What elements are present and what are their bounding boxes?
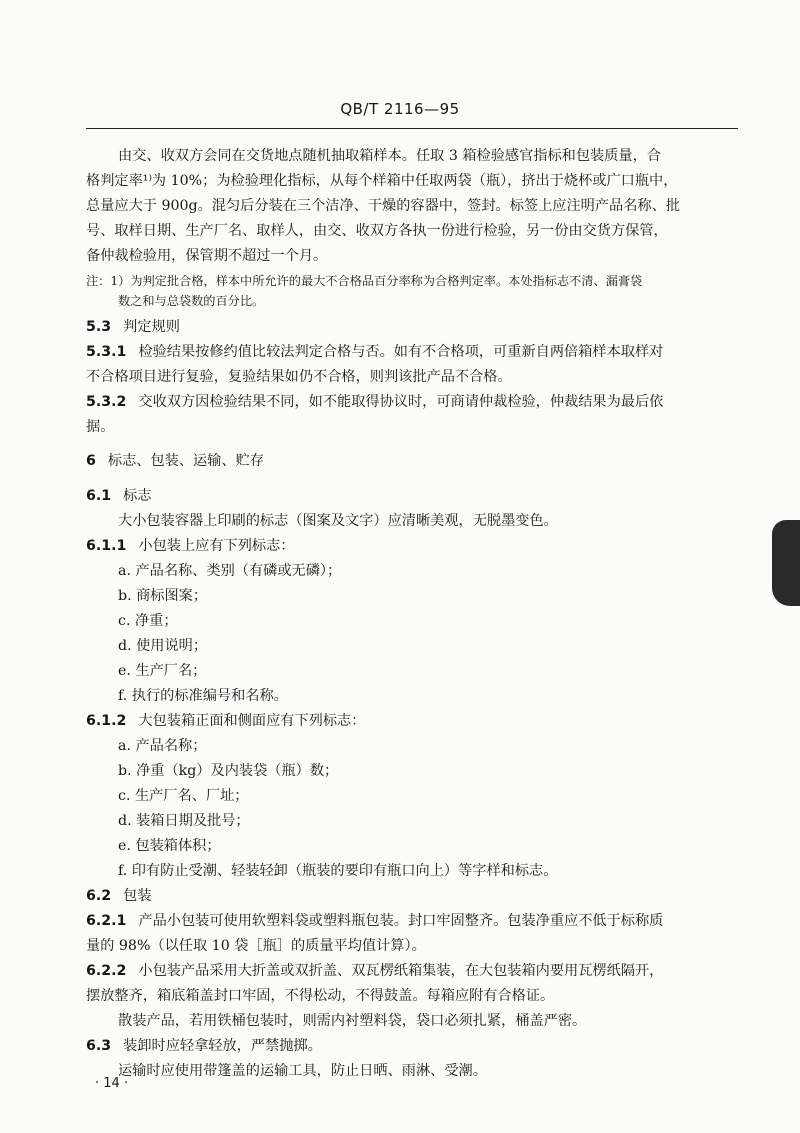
list-item-6-1-1-a: a. 产品名称、类别（有磷或无磷）； xyxy=(118,563,342,579)
clause-6-1-1 xyxy=(86,536,294,556)
page-number: · 14 · xyxy=(95,1076,129,1091)
section-number: 6.2 xyxy=(86,888,112,904)
section-6-1-text: 大小包装容器上印刷的标志（图案及文字）应清晰美观，无脱墨变色。 xyxy=(118,513,558,529)
clause-5-3-1-line-1 xyxy=(86,342,663,362)
clause-6-2-2-line-3: 散装产品，若用铁桶包装时，则需内衬塑料袋，袋口必须扎紧，桶盖严密。 xyxy=(118,1013,587,1029)
clause-5-3-2-line-1 xyxy=(86,392,663,412)
clause-number: 6.3 xyxy=(86,1038,112,1054)
section-title: 标志 xyxy=(123,488,152,504)
list-item-6-1-2-a: a. 产品名称； xyxy=(118,738,207,754)
section-6-2-heading xyxy=(86,886,152,906)
clause-text: 交收双方因检验结果不同，如不能取得协议时，可商请仲裁检验，仲裁结果为最后依 xyxy=(138,394,664,410)
list-item-6-1-1-e: e. 生产厂名； xyxy=(118,663,207,679)
clause-number: 5.3.1 xyxy=(86,344,127,360)
section-number: 6 xyxy=(86,453,96,469)
list-item-6-1-1-c: c. 净重； xyxy=(118,613,178,629)
clause-6-2-2-line-2: 摆放整齐，箱底箱盖封口牢固，不得松动，不得鼓盖。每箱应附有合格证。 xyxy=(86,988,555,1004)
section-6-1-heading xyxy=(86,486,152,506)
footnote-line-2: 数之和与总袋数的百分比。 xyxy=(118,294,265,308)
para-1-line-3: 总量应大于 900g。混匀后分装在三个洁净、干燥的容器中，签封。标签上应注明产品名称、批 xyxy=(86,198,680,214)
para-1-line-4: 号、取样日期、生产厂名、取样人，由交、收双方各执一份进行检验，另一份由交货方保管， xyxy=(86,223,668,239)
clause-6-3-line-1 xyxy=(86,1036,322,1056)
standard-header: QB/T 2116—95 xyxy=(340,100,460,118)
para-1-line-5: 备仲裁检验用，保管期不超过一个月。 xyxy=(86,248,328,264)
para-1-line-2: 格判定率¹⁾为 10%；为检验理化指标，从每个样箱中任取两袋（瓶），挤出于烧杯或广口瓶中， xyxy=(86,173,678,189)
clause-6-1-2 xyxy=(86,711,365,731)
list-item-6-1-1-f: f. 执行的标准编号和名称。 xyxy=(118,688,288,704)
para-1-line-1: 由交、收双方会同在交货地点随机抽取箱样本。任取 3 箱检验感官指标和包装质量，合 xyxy=(118,148,661,164)
list-item-6-1-1-d: d. 使用说明； xyxy=(118,638,208,654)
section-5-3-heading xyxy=(86,317,180,337)
clause-text: 大包装箱正面和侧面应有下列标志： xyxy=(138,713,366,729)
section-title: 包装 xyxy=(123,888,152,904)
clause-number: 6.1.1 xyxy=(86,538,127,554)
clause-5-3-1-line-2: 不合格项目进行复验，复验结果如仍不合格，则判该批产品不合格。 xyxy=(86,369,512,385)
section-title: 标志、包装、运输、贮存 xyxy=(107,453,264,469)
clause-text: 装卸时应轻拿轻放，严禁抛掷。 xyxy=(123,1038,322,1054)
clause-number: 6.2.2 xyxy=(86,963,127,979)
header-rule xyxy=(86,128,738,129)
list-item-6-1-2-e: e. 包装箱体积； xyxy=(118,838,221,854)
clause-6-2-2-line-1 xyxy=(86,961,663,981)
clause-text: 产品小包装可使用软塑料袋或塑料瓶包装。封口牢固整齐。包装净重应不低于标称质 xyxy=(138,913,664,929)
section-number: 6.1 xyxy=(86,488,112,504)
clause-number: 6.1.2 xyxy=(86,713,127,729)
clause-number: 5.3.2 xyxy=(86,394,127,410)
clause-6-3-line-2: 运输时应使用带篷盖的运输工具，防止日晒、雨淋、受潮。 xyxy=(118,1063,487,1079)
footnote-line-1: 注：1）为判定批合格，样本中所允许的最大不合格品百分率称为合格判定率。本处指标志不清、漏膏袋 xyxy=(86,274,643,288)
section-6-heading xyxy=(86,451,264,471)
clause-text: 检验结果按修约值比较法判定合格与否。如有不合格项，可重新自两倍箱样本取样对 xyxy=(138,344,664,360)
list-item-6-1-2-b: b. 净重（kg）及内装袋（瓶）数； xyxy=(118,763,339,779)
clause-6-2-1-line-1 xyxy=(86,911,663,931)
list-item-6-1-2-d: d. 装箱日期及批号； xyxy=(118,813,250,829)
list-item-6-1-2-c: c. 生产厂名、厂址； xyxy=(118,788,249,804)
scan-edge-mark xyxy=(772,520,800,606)
list-item-6-1-1-b: b. 商标图案； xyxy=(118,588,208,604)
section-title: 判定规则 xyxy=(123,319,180,335)
section-number: 5.3 xyxy=(86,319,112,335)
clause-text: 小包装上应有下列标志： xyxy=(138,538,295,554)
clause-6-2-1-line-2: 量的 98%（以任取 10 袋［瓶］的质量平均值计算）。 xyxy=(86,938,426,954)
clause-5-3-2-line-2: 据。 xyxy=(86,419,115,435)
clause-number: 6.2.1 xyxy=(86,913,127,929)
clause-text: 小包装产品采用大折盖或双折盖、双瓦楞纸箱集装，在大包装箱内要用瓦楞纸隔开， xyxy=(138,963,664,979)
list-item-6-1-2-f: f. 印有防止受潮、轻装轻卸（瓶装的要印有瓶口向上）等字样和标志。 xyxy=(118,863,558,879)
